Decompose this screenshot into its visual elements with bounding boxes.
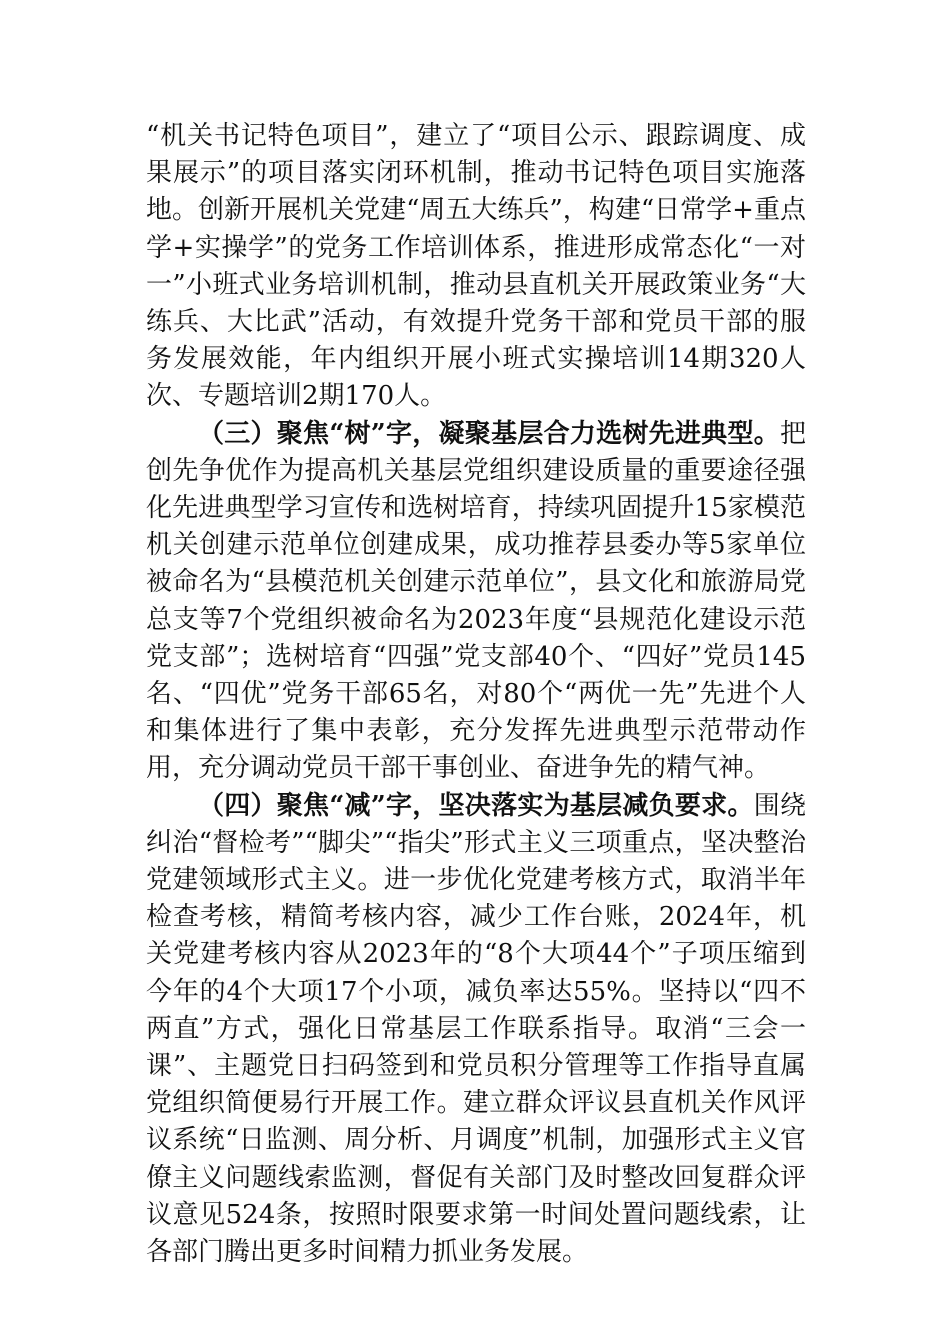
section-heading: （三）聚焦“树”字，凝聚基层合力选树先进典型。 <box>198 418 780 449</box>
section-heading: （四）聚焦“减”字，坚决落实为基层减负要求。 <box>198 790 754 821</box>
paragraph-continuation <box>146 118 806 416</box>
paragraph-section-four <box>146 788 806 1272</box>
paragraph-body: 把创先争优作为提高机关基层党组织建设质量的重要途径强化先进典型学习宣传和选树培育，持续巩固提升15家模范机关创建示范单位创建成果，成功推荐县委办等5家单位被命名为“县模范机关创建示范单位”，县文化和旅游局党总支等7个党组织被命名为2023年度“县规范化建设示范党支部”；选树培育“四强”党支部40个、“四好”党员145名、“四优”党务干部65名，对80个“两优一先”先进个人和集体进行了集中表彰，充分发挥先进典型示范带动作用，充分调动党员干部干事创业、奋进争先的精气神。 <box>146 418 806 784</box>
paragraph-section-three <box>146 416 806 788</box>
paragraph-body: 围绕纠治“督检考”“脚尖”“指尖”形式主义三项重点，坚决整治党建领域形式主义。进一步优化党建考核方式，取消半年检查考核，精简考核内容，减少工作台账，2024年，机关党建考核内容从2023年的“8个大项44个”子项压缩到今年的4个大项17个小项，减负率达55%。坚持以“四不两直”方式，强化日常基层工作联系指导。取消“三会一课”、主题党日扫码签到和党员积分管理等工作指导直属党组织简便易行开展工作。建立群众评议县直机关作风评议系统“日监测、周分析、月调度”机制，加强形式主义官僚主义问题线索监测，督促有关部门及时整改回复群众评议意见524条，按照时限要求第一时间处置问题线索，让各部门腾出更多时间精力抓业务发展。 <box>146 790 806 1268</box>
paragraph-body: “机关书记特色项目”，建立了“项目公示、跟踪调度、成果展示”的项目落实闭环机制，推动书记特色项目实施落地。创新开展机关党建“周五大练兵”，构建“日常学+重点学+实操学”的党务工作培训体系，推进形成常态化“一对一”小班式业务培训机制，推动县直机关开展政策业务“大练兵、大比武”活动，有效提升党务干部和党员干部的服务发展效能，年内组织开展小班式实操培训14期320人次、专题培训2期170人。 <box>146 121 806 412</box>
document-body <box>146 118 806 1271</box>
